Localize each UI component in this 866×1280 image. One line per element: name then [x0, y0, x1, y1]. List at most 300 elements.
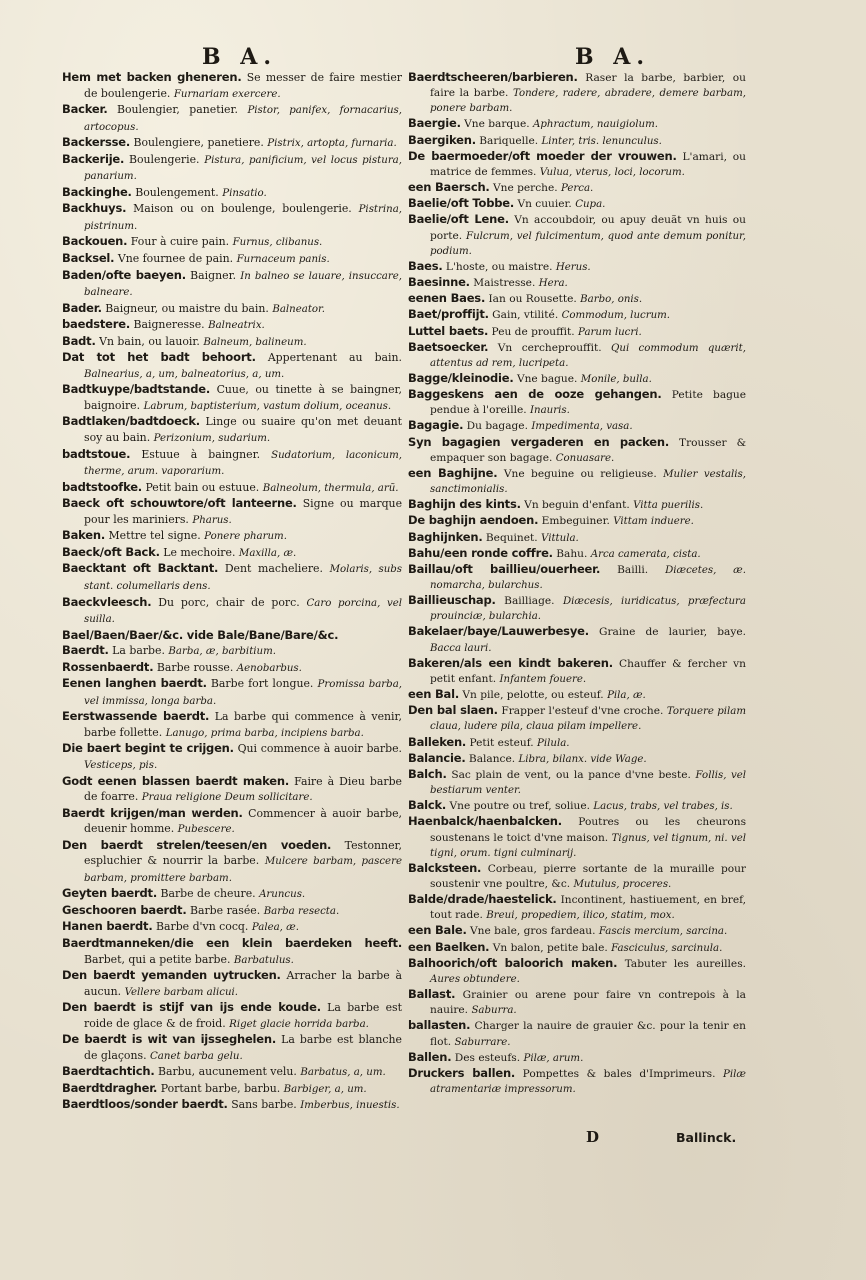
latin-gloss: Pilæ atramentariæ impressorum. — [430, 1068, 746, 1095]
headword: Bakelaer/baye/Lauwerbesye. — [408, 624, 589, 639]
french-gloss: Vne barque. — [464, 118, 530, 131]
headword: Baergiken. — [408, 132, 476, 147]
latin-gloss: Aruncus. — [259, 889, 306, 901]
latin-gloss: Palea, æ. — [251, 922, 299, 934]
french-gloss: Vn accoubdoir, ou apuy deuãt vn huis ou porte. — [430, 214, 746, 242]
right-column — [408, 70, 746, 1097]
latin-gloss: Mulier vestalis, sanctimonialis. — [430, 468, 746, 496]
latin-gloss: Pila, æ. — [607, 690, 646, 702]
catchword: Ballinck. — [676, 1130, 737, 1145]
headword: Rossenbaerdt. — [62, 659, 154, 674]
latin-gloss: Pinsatio. — [222, 187, 267, 199]
running-head-right: B A. — [575, 44, 650, 70]
french-gloss: Vne bague. — [516, 372, 578, 385]
dictionary-entry — [408, 133, 746, 149]
headword: Luttel baets. — [408, 323, 489, 338]
headword: Balancie. — [408, 750, 466, 765]
dictionary-entry — [62, 135, 402, 152]
headword: Balleken. — [408, 734, 467, 749]
dictionary-entry — [62, 480, 402, 497]
dictionary-entry — [62, 102, 402, 135]
french-gloss: Faire à Dieu barbe de foarre. — [84, 774, 402, 804]
latin-gloss: Bacca lauri. — [430, 642, 492, 654]
dictionary-entry — [62, 709, 402, 741]
dictionary-entry — [62, 334, 402, 351]
french-gloss: Petit bain ou estuue. — [145, 480, 260, 494]
headword: Balch. — [408, 766, 447, 781]
latin-gloss: Qui commodum quærit, attentus ad rem, lucripeta. — [430, 342, 746, 369]
french-gloss: Bariquelle. — [479, 134, 539, 147]
french-gloss: La barbe est blanche de glaçons. — [84, 1033, 402, 1062]
dictionary-entry — [62, 919, 402, 936]
headword: een Baersch. — [408, 180, 490, 195]
dictionary-entry — [408, 687, 746, 703]
french-gloss: Chauffer & fercher vn petit enfant. — [430, 657, 746, 685]
dictionary-entry — [408, 513, 746, 529]
headword: Bagge/kleinodie. — [408, 370, 514, 385]
running-head-left: B A. — [202, 44, 277, 70]
dictionary-entry — [408, 307, 746, 323]
headword: Baggeskens aen de ooze gehangen. — [408, 387, 662, 402]
headword: Eenen langhen baerdt. — [62, 676, 207, 691]
headword: Bahu/een ronde coffre. — [408, 545, 553, 560]
dictionary-entry — [408, 212, 746, 258]
latin-gloss: Vulua, vterus, loci, locorum. — [539, 166, 685, 178]
latin-gloss: Arca camerata, cista. — [590, 548, 701, 560]
latin-gloss: Tondere, radere, abradere, demere barbam, ponere barbam. — [430, 88, 746, 115]
headword: Baden/ofte baeyen. — [62, 267, 186, 282]
french-gloss: Vn bain, ou lauoir. — [99, 334, 200, 348]
headword: Baesinne. — [408, 275, 470, 290]
french-gloss: Vne beguine ou religieuse. — [503, 467, 657, 480]
dictionary-entry — [408, 1018, 746, 1049]
dictionary-entry — [408, 324, 746, 340]
headword: Balck. — [408, 798, 447, 813]
dictionary-entry — [408, 814, 746, 860]
latin-gloss: Diæcesis, iuridicatus, præfectura prouinciæ, bularchia. — [430, 596, 747, 623]
dictionary-entry — [408, 593, 746, 624]
latin-gloss: Libra, bilanx. vide Wage. — [518, 753, 647, 765]
headword: Baerdtloos/sonder baerdt. — [62, 1097, 228, 1112]
dictionary-entry — [62, 70, 402, 102]
headword: Badtlaken/badtdoeck. — [62, 414, 200, 429]
latin-gloss: Lacus, trabs, vel trabes, is. — [593, 801, 733, 813]
headword: Backer. — [62, 102, 108, 117]
dictionary-entry — [408, 371, 746, 387]
dictionary-entry — [62, 1032, 402, 1064]
headword: Baelie/oft Lene. — [408, 212, 509, 227]
headword: Godt eenen blassen baerdt maken. — [62, 773, 290, 788]
headword: Syn bagagien vergaderen en packen. — [408, 434, 670, 449]
french-gloss: La barbe qui commence à venir, barbe follette. — [84, 710, 402, 739]
latin-gloss: Infantem fouere. — [499, 673, 587, 685]
latin-gloss: Barbatus, a, um. — [300, 1067, 386, 1079]
dictionary-entry — [408, 656, 746, 687]
french-gloss: Le mechoire. — [163, 545, 236, 559]
headword: Baghijnken. — [408, 529, 483, 544]
french-gloss: Appertenant au bain. — [267, 351, 402, 365]
latin-gloss: Commodum, lucrum. — [561, 310, 671, 322]
latin-gloss: Pistor, panifex, fornacarius, artocopus. — [84, 105, 402, 133]
latin-gloss: Barba, æ, barbitium. — [168, 646, 277, 658]
french-gloss: Petite bague pendue à l'oreille. — [430, 389, 747, 417]
dictionary-entry — [62, 806, 402, 838]
latin-gloss: Vitta puerilis. — [633, 500, 704, 512]
french-gloss: Vne perche. — [492, 182, 558, 195]
dictionary-entry — [408, 735, 746, 751]
latin-gloss: Vittula. — [541, 532, 579, 544]
headword: eenen Baes. — [408, 291, 486, 306]
french-gloss: Bailliage. — [504, 595, 555, 608]
dictionary-entry — [408, 751, 746, 767]
french-gloss: Barbe d'vn cocq. — [156, 920, 249, 934]
french-gloss: Baigneresse. — [133, 318, 205, 332]
dictionary-entry — [408, 546, 746, 562]
latin-gloss: Hera. — [538, 278, 568, 290]
headword: Baet/proffijt. — [408, 307, 489, 322]
french-gloss: Bequinet. — [485, 531, 538, 544]
french-gloss: L'hoste, ou maistre. — [445, 260, 553, 273]
french-gloss: Testonner, espluchier & nourrir la barbe. — [84, 838, 402, 868]
headword: Baghijn des kints. — [408, 497, 521, 512]
headword: Bagagie. — [408, 418, 464, 433]
french-gloss: L'amari, ou matrice de femmes. — [430, 150, 747, 178]
dictionary-entry — [62, 414, 402, 446]
latin-gloss: Vellere barbam alicui. — [124, 986, 239, 998]
dictionary-entry — [408, 291, 746, 307]
latin-gloss: Saburrare. — [454, 1036, 511, 1048]
dictionary-entry — [62, 936, 402, 968]
latin-gloss: Caro porcina, vel suilla. — [84, 597, 403, 626]
latin-gloss: Riget glacie horrida barba. — [229, 1018, 369, 1030]
dictionary-entry — [62, 968, 402, 1000]
latin-gloss: Ponere pharum. — [204, 531, 287, 543]
latin-gloss: Imberbus, inuestis. — [300, 1100, 400, 1112]
headword: ballasten. — [408, 1018, 471, 1033]
dictionary-entry — [62, 496, 402, 528]
french-gloss: Balance. — [468, 752, 516, 765]
french-gloss: Vn cercheprouffit. — [497, 341, 602, 354]
latin-gloss: Mulcere barbam, pascere barbam, promittere barbam. — [84, 856, 402, 884]
french-gloss: Vne poutre ou tref, soliue. — [449, 800, 591, 813]
french-gloss: Maistresse. — [473, 277, 536, 290]
french-gloss: Dent macheliere. — [224, 562, 323, 576]
latin-gloss: Fascis mercium, sarcina. — [598, 926, 728, 938]
french-gloss: Boulengerie. — [128, 152, 200, 166]
dictionary-entry — [62, 268, 402, 301]
dictionary-entry — [62, 643, 402, 660]
headword: Eerstwassende baerdt. — [62, 709, 210, 724]
dictionary-entry — [408, 562, 746, 593]
headword: een Bale. — [408, 923, 467, 938]
french-gloss: Vn cuuier. — [517, 198, 572, 211]
french-gloss: Poutres ou les cheurons soustenans le toict d'vne maison. — [430, 816, 747, 844]
dictionary-entry — [408, 624, 746, 655]
french-gloss: Four à cuire pain. — [130, 235, 230, 249]
french-gloss: Raser la barbe, barbier, ou faire la barbe. — [430, 72, 746, 100]
latin-gloss: Balneator. — [272, 303, 326, 315]
french-gloss: Barbe rasée. — [189, 903, 261, 917]
headword: Backinghe. — [62, 184, 132, 199]
latin-gloss: Tignus, vel tignum, ni. vel tigni, orum. tigni culminarij. — [430, 832, 746, 859]
latin-gloss: Barbo, onis. — [580, 294, 643, 306]
headword: Hanen baerdt. — [62, 919, 153, 934]
headword: Baken. — [62, 528, 106, 543]
french-gloss: Signe ou marque pour les mariniers. — [84, 497, 403, 526]
dictionary-entry — [408, 497, 746, 513]
latin-gloss: Aphractum, nauigiolum. — [533, 119, 658, 131]
latin-gloss: Pistrina, pistrinum. — [84, 204, 403, 232]
dictionary-entry — [408, 861, 746, 892]
headword: Baillieuschap. — [408, 593, 496, 608]
latin-gloss: Torquere pilam claua, ludere pila, claua pilam impellere. — [430, 706, 747, 733]
dictionary-entry — [62, 628, 402, 644]
french-gloss: Peu de prouffit. — [491, 325, 575, 338]
latin-gloss: Diæcetes, æ. nomarcha, bularchus. — [430, 564, 746, 591]
dictionary-entry — [62, 774, 402, 806]
headword: badtstoofke. — [62, 479, 142, 494]
dictionary-entry — [408, 259, 746, 275]
dictionary-entry — [62, 676, 402, 709]
latin-gloss: Mutulus, proceres. — [573, 878, 672, 890]
dictionary-entry — [408, 116, 746, 132]
french-gloss: Boulengier, panetier. — [116, 103, 238, 117]
french-gloss: Trousser & empaquer son bagage. — [430, 436, 747, 464]
french-gloss: Graine de laurier, baye. — [599, 626, 746, 639]
dictionary-entry — [408, 387, 746, 418]
french-gloss: La barbe est roide de glace & de froid. — [84, 1001, 402, 1030]
headword: een Baelken. — [408, 939, 490, 954]
headword: Geyten baerdt. — [62, 886, 157, 901]
french-gloss: Bahu. — [556, 547, 588, 560]
dictionary-entry — [408, 466, 746, 497]
headword: Den baerdt is stijf van ijs ende koude. — [62, 1000, 321, 1015]
french-gloss: Linge ou suaire qu'on met deuant soy au bain. — [84, 415, 402, 445]
french-gloss: Portant barbe, barbu. — [160, 1081, 281, 1095]
left-column — [62, 70, 402, 1114]
french-gloss: Tabuter les aureilles. — [624, 957, 746, 970]
dictionary-entry — [408, 767, 746, 798]
latin-gloss: Furnariam exercere. — [173, 88, 281, 100]
headword: Den baerdt strelen/teesen/en voeden. — [62, 837, 332, 852]
french-gloss: Baigneur, ou maistre du bain. — [105, 301, 269, 315]
latin-gloss: Balneatrix. — [208, 320, 265, 332]
french-gloss: Vne fournee de pain. — [117, 252, 234, 266]
dictionary-entry — [62, 561, 402, 594]
headword: De baghijn aendoen. — [408, 513, 539, 528]
french-gloss: Ian ou Rousette. — [488, 293, 577, 306]
latin-gloss: Pistrix, artopta, furnaria. — [267, 138, 397, 150]
latin-gloss: Promissa barba, vel immissa, longa barba. — [84, 679, 403, 707]
french-gloss: Se messer de faire mestier de boulengerie. — [84, 71, 402, 100]
headword: badtstoue. — [62, 446, 131, 461]
dictionary-entry — [62, 528, 402, 545]
french-gloss: Arracher la barbe à aucun. — [84, 969, 402, 998]
latin-gloss: Fasciculus, sarcinula. — [611, 942, 723, 954]
french-gloss: Des esteufs. — [454, 1051, 521, 1064]
headword: Hem met backen gheneren. — [62, 70, 242, 84]
headword: Baerdtmanneken/die een klein baerdeken heeft. — [62, 935, 402, 950]
french-gloss: Sans barbe. — [231, 1098, 297, 1112]
dictionary-entry — [62, 903, 402, 920]
dictionary-entry — [408, 798, 746, 814]
latin-gloss: In balneo se lauare, insuccare, balneare. — [84, 270, 402, 299]
latin-gloss: Monile, bulla. — [580, 373, 652, 385]
dictionary-entry — [62, 201, 402, 234]
dictionary-entry — [408, 435, 746, 466]
latin-gloss: Furnus, clibanus. — [232, 237, 323, 249]
french-gloss: Barbu, aucunement velu. — [157, 1065, 297, 1079]
french-gloss: Barbet, qui a petite barbe. — [84, 952, 231, 966]
dictionary-entry — [408, 923, 746, 939]
headword: Den baerdt yemanden uytrucken. — [62, 968, 281, 983]
dictionary-entry — [408, 1050, 746, 1066]
dictionary-entry — [408, 956, 746, 987]
headword: Badt. — [62, 333, 96, 348]
latin-gloss: Barbatulus. — [233, 954, 294, 966]
signature-mark: D — [586, 1128, 600, 1146]
headword: Baecktant oft Backtant. — [62, 561, 219, 576]
dictionary-entry — [62, 1000, 402, 1032]
headword: Baerdt krijgen/man werden. — [62, 805, 243, 820]
headword: Bakeren/als een kindt bakeren. — [408, 655, 613, 670]
headword: Backhuys. — [62, 201, 127, 216]
latin-gloss: Saburra. — [471, 1005, 517, 1017]
dictionary-entry — [62, 185, 402, 202]
french-gloss: Mettre tel signe. — [108, 529, 201, 543]
latin-gloss: Balneolum, thermula, arũ. — [262, 482, 399, 494]
headword: Den bal slaen. — [408, 703, 498, 718]
dictionary-entry — [62, 886, 402, 903]
latin-gloss: Balnearius, a, um, balneatorius, a, um. — [84, 368, 285, 380]
french-gloss: Barbe rousse. — [156, 660, 234, 674]
dictionary-entry — [62, 838, 402, 887]
headword: Baergie. — [408, 116, 461, 131]
latin-gloss: Breui, propediem, ilico, statim, mox. — [486, 910, 675, 922]
dictionary-entry — [62, 382, 402, 414]
dictionary-entry — [62, 251, 402, 268]
dictionary-entry — [408, 275, 746, 291]
french-gloss: Boulengiere, panetiere. — [133, 136, 264, 150]
french-gloss: Charger la nauire de grauier &c. pour la tenir en flot. — [430, 1020, 746, 1048]
headword: Baeck oft schouwtore/oft lanteerne. — [62, 496, 297, 511]
french-gloss: Embeguiner. — [541, 515, 610, 528]
headword: Die baert begint te crijgen. — [62, 741, 234, 756]
dictionary-entry — [62, 317, 402, 334]
headword: Balde/drade/haestelick. — [408, 892, 557, 907]
headword: een Bal. — [408, 687, 460, 702]
latin-gloss: Linter, tris. lenunculus. — [541, 135, 662, 147]
latin-gloss: Vittam induere. — [613, 516, 694, 528]
dictionary-entry — [62, 1064, 402, 1081]
headword: Bader. — [62, 300, 102, 315]
french-gloss: Petit esteuf. — [469, 736, 534, 749]
headword: De baermoeder/oft moeder der vrouwen. — [408, 148, 677, 163]
latin-gloss: Aures obtundere. — [430, 973, 520, 985]
latin-gloss: Pubescere. — [177, 824, 235, 836]
latin-gloss: Impedimenta, vasa. — [531, 421, 633, 433]
french-gloss: Incontinent, hastiuement, en bref, tout rade. — [430, 894, 746, 922]
french-gloss: Baigner. — [190, 268, 237, 282]
dictionary-entry — [408, 892, 746, 923]
french-gloss: Sac plain de vent, ou la pance d'vne beste. — [451, 768, 691, 781]
french-gloss: Maison ou on boulenge, boulengerie. — [133, 202, 352, 216]
french-gloss: Qui commence à auoir barbe. — [237, 742, 402, 756]
french-gloss: Grainier ou arene pour faire vn contrepois à la nauire. — [430, 989, 746, 1017]
latin-gloss: Molaris, subs stant. columellaris dens. — [84, 564, 403, 592]
french-gloss: Du porc, chair de porc. — [158, 595, 300, 609]
latin-gloss: Maxilla, æ. — [238, 547, 297, 559]
latin-gloss: Parum lucri. — [578, 326, 642, 338]
latin-gloss: Furnaceum panis. — [236, 254, 330, 266]
headword: Backouen. — [62, 234, 128, 249]
dictionary-entry — [62, 595, 402, 628]
dictionary-entry — [408, 530, 746, 546]
latin-gloss: Labrum, baptisterium, vastum dolium, oceanus. — [143, 400, 392, 412]
dictionary-entry — [408, 987, 746, 1018]
latin-gloss: Inauris. — [530, 405, 570, 417]
french-gloss: Commencer à auoir barbe, deuenir homme. — [84, 806, 402, 836]
french-gloss: Vn pile, pelotte, ou esteuf. — [462, 689, 604, 702]
french-gloss: Vne bale, gros fardeau. — [470, 925, 596, 938]
dictionary-entry — [62, 447, 402, 480]
latin-gloss: Follis, vel bestiarum venter. — [430, 769, 747, 797]
dictionary-entry — [408, 940, 746, 956]
latin-gloss: Barba resecta. — [263, 905, 340, 917]
headword: Bael/Baen/Baer/&c. vide Bale/Bane/Bare/&c. — [62, 627, 339, 642]
latin-gloss: Fulcrum, vel fulcimentum, quod ante demum ponitur, podium. — [430, 230, 746, 257]
dictionary-entry — [408, 1066, 746, 1097]
latin-gloss: Pistura, panificium, vel locus pistura, panarium. — [84, 154, 402, 183]
french-gloss: Barbe fort longue. — [210, 677, 314, 691]
headword: Baeck/oft Back. — [62, 544, 160, 559]
french-gloss: Frapper l'esteuf d'vne croche. — [501, 705, 664, 718]
latin-gloss: Perca. — [560, 183, 594, 195]
headword: Baelie/oft Tobbe. — [408, 196, 515, 211]
headword: Ballast. — [408, 987, 456, 1002]
french-gloss: La barbe. — [112, 644, 165, 658]
dictionary-entry — [408, 70, 746, 116]
headword: Baerdtachtich. — [62, 1064, 155, 1079]
headword: Backerije. — [62, 151, 125, 166]
french-gloss: Corbeau, pierre sortante de la muraille pour soustenir vne poultre, &c. — [430, 862, 746, 890]
headword: Baeckvleesch. — [62, 594, 152, 609]
french-gloss: Pompettes & bales d'Imprimeurs. — [522, 1067, 716, 1080]
dictionary-entry — [62, 350, 402, 382]
latin-gloss: Canet barba gelu. — [150, 1050, 243, 1062]
dictionary-entry — [408, 340, 746, 371]
french-gloss: Estuue à baingner. — [141, 447, 261, 461]
headword: Baetsoecker. — [408, 339, 489, 354]
latin-gloss: Pilæ, arum. — [523, 1052, 584, 1064]
latin-gloss: Aenobarbus. — [236, 662, 302, 674]
headword: Baillau/oft baillieu/ouerheer. — [408, 561, 601, 576]
latin-gloss: Pilula. — [537, 737, 570, 749]
dictionary-entry — [408, 703, 746, 734]
headword: Backersse. — [62, 135, 131, 150]
headword: Backsel. — [62, 251, 115, 266]
french-gloss: Barbe de cheure. — [160, 887, 256, 901]
headword: Baerdtscheeren/barbieren. — [408, 70, 578, 84]
dictionary-entry — [62, 1097, 402, 1114]
dictionary-entry — [408, 196, 746, 212]
french-gloss: Vn balon, petite bale. — [492, 941, 608, 954]
latin-gloss: Praua religione Deum sollicitare. — [141, 792, 313, 804]
latin-gloss: Herus. — [555, 261, 591, 273]
headword: Baes. — [408, 258, 443, 273]
headword: baedstere. — [62, 317, 131, 332]
dictionary-entry — [62, 234, 402, 251]
